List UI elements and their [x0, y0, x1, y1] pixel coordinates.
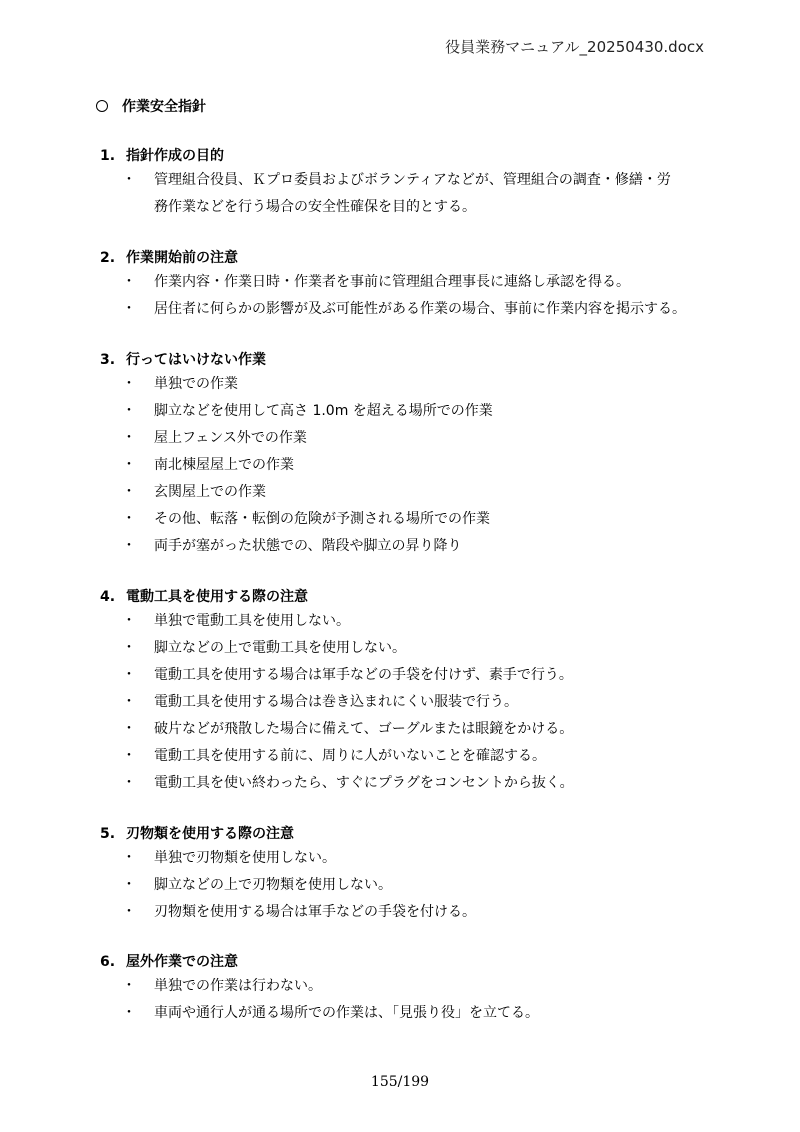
section-heading-text: 電動工具を使用する際の注意 [126, 589, 308, 605]
list-item: 電動工具を使用する前に、周りに人がいないことを確認する。 [154, 748, 546, 764]
document-title-text: 作業安全指針 [122, 99, 206, 115]
section-heading-text: 行ってはいけない作業 [126, 352, 266, 368]
list-item: 屋上フェンス外での作業 [154, 430, 307, 446]
page-number: 155/199 [370, 1074, 430, 1090]
list-item: 脚立などを使用して高さ 1.0m を超える場所での作業 [154, 403, 493, 419]
list-item: 単独で刃物類を使用しない。 [154, 850, 336, 866]
section-number: 3. [100, 352, 116, 368]
section-heading-5 [100, 823, 294, 843]
list-item-continuation: 務作業などを行う場合の安全性確保を目的とする。 [154, 199, 476, 215]
bullet-icon: ・ [122, 1005, 136, 1021]
bullet-icon: ・ [122, 978, 136, 994]
list-item: その他、転落・転倒の危険が予測される場所での作業 [154, 511, 490, 527]
section-heading-3 [100, 349, 266, 369]
circle-icon [96, 100, 108, 112]
bullet-icon: ・ [122, 172, 136, 188]
bullet-icon: ・ [122, 511, 136, 527]
list-item: 破片などが飛散した場合に備えて、ゴーグルまたは眼鏡をかける。 [154, 721, 574, 737]
list-item: 作業内容・作業日時・作業者を事前に管理組合理事長に連絡し承認を得る。 [154, 274, 630, 290]
bullet-icon: ・ [122, 640, 136, 656]
document-title [96, 96, 206, 116]
bullet-icon: ・ [122, 274, 136, 290]
list-item: 両手が塞がった状態での、階段や脚立の昇り降り [154, 538, 462, 554]
list-item: 脚立などの上で刃物類を使用しない。 [154, 877, 392, 893]
section-number: 5. [100, 826, 116, 842]
section-number: 2. [100, 250, 116, 266]
section-number: 6. [100, 954, 116, 970]
list-item: 管理組合役員、Ｋプロ委員およびボランティアなどが、管理組合の調査・修繕・労 [154, 172, 671, 188]
section-heading-2 [100, 247, 238, 267]
bullet-icon: ・ [122, 850, 136, 866]
bullet-icon: ・ [122, 694, 136, 710]
section-heading-text: 指針作成の目的 [126, 148, 224, 164]
list-item: 電動工具を使用する場合は巻き込まれにくい服装で行う。 [154, 694, 518, 710]
bullet-icon: ・ [122, 403, 136, 419]
list-item: 単独で電動工具を使用しない。 [154, 613, 350, 629]
section-heading-6 [100, 951, 238, 971]
section-number: 4. [100, 589, 116, 605]
list-item: 南北棟屋屋上での作業 [154, 457, 294, 473]
list-item: 脚立などの上で電動工具を使用しない。 [154, 640, 406, 656]
bullet-icon: ・ [122, 538, 136, 554]
bullet-icon: ・ [122, 301, 136, 317]
bullet-icon: ・ [122, 748, 136, 764]
section-heading-4 [100, 586, 308, 606]
section-number: 1. [100, 148, 116, 164]
bullet-icon: ・ [122, 613, 136, 629]
section-heading-text: 作業開始前の注意 [126, 250, 238, 266]
section-heading-text: 刃物類を使用する際の注意 [126, 826, 294, 842]
bullet-icon: ・ [122, 775, 136, 791]
list-item: 単独での作業 [154, 376, 238, 392]
section-heading-1 [100, 145, 224, 165]
list-item: 居住者に何らかの影響が及ぶ可能性がある作業の場合、事前に作業内容を掲示する。 [154, 301, 686, 317]
list-item: 刃物類を使用する場合は軍手などの手袋を付ける。 [154, 904, 476, 920]
bullet-icon: ・ [122, 457, 136, 473]
bullet-icon: ・ [122, 376, 136, 392]
bullet-icon: ・ [122, 430, 136, 446]
bullet-icon: ・ [122, 721, 136, 737]
list-item: 電動工具を使用する場合は軍手などの手袋を付けず、素手で行う。 [154, 667, 573, 683]
bullet-icon: ・ [122, 904, 136, 920]
document-filename: 役員業務マニュアル_20250430.docx [445, 38, 704, 56]
list-item: 電動工具を使い終わったら、すぐにプラグをコンセントから抜く。 [154, 775, 574, 791]
section-heading-text: 屋外作業での注意 [126, 954, 238, 970]
list-item: 玄関屋上での作業 [154, 484, 266, 500]
bullet-icon: ・ [122, 877, 136, 893]
bullet-icon: ・ [122, 484, 136, 500]
list-item: 車両や通行人が通る場所での作業は、「見張り役」を立てる。 [154, 1005, 539, 1021]
bullet-icon: ・ [122, 667, 136, 683]
list-item: 単独での作業は行わない。 [154, 978, 322, 994]
